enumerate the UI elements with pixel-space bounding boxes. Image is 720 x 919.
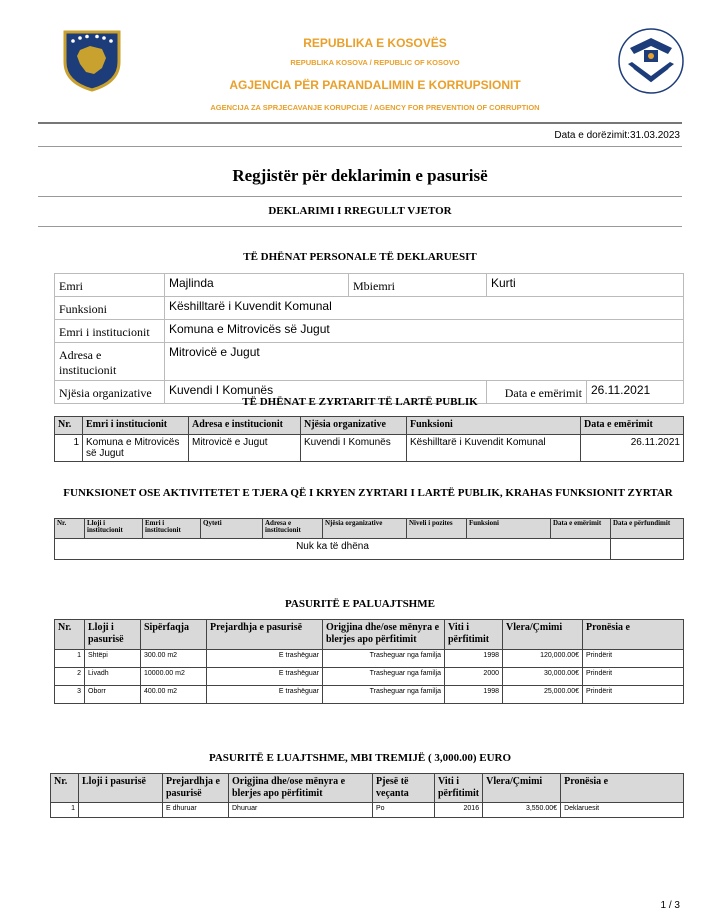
col-unit: Njësia organizative: [323, 519, 407, 539]
empty-message: Nuk ka të dhëna: [55, 539, 611, 560]
page-number: 1 / 3: [660, 900, 680, 911]
divider: [38, 146, 682, 147]
col-value: Vlera/Çmimi: [503, 620, 583, 650]
movable-assets-heading: PASURITË E LUAJTSHME, MBI TREMIJË ( 3,000.00) EURO: [208, 752, 512, 764]
col-function: Funksioni: [467, 519, 551, 539]
republic-subtitle: REPUBLIKA KOSOVA / REPUBLIC OF KOSOVO: [290, 58, 460, 67]
surname-value: Kurti: [487, 274, 684, 297]
table-row: [55, 686, 684, 704]
col-nr: Nr.: [55, 417, 83, 435]
col-level: Niveli i pozites: [407, 519, 467, 539]
divider: [38, 196, 682, 197]
other-functions-heading: FUNKSIONET OSE AKTIVITETET E TJERA QË I KRYEN ZYRTARI I LARTË PUBLIK, KRAHAS FUNKSIONIT ZYRTAR: [63, 487, 673, 499]
col-institution: Emri i institucionit: [83, 417, 189, 435]
cell: E trashëguar: [207, 686, 323, 704]
cell: E trashëguar: [207, 650, 323, 668]
agency-title: AGJENCIA PËR PARANDALIMIN E KORRUPSIONIT: [229, 78, 521, 92]
col-type: Lloji i pasurisë: [79, 774, 163, 803]
col-origin: Prejardhja e pasurisë: [207, 620, 323, 650]
cell: Prindërit: [583, 686, 684, 704]
immovable-assets-heading: PASURITË E PALUAJTSHME: [285, 598, 435, 610]
table-row: [51, 803, 684, 818]
col-year: Viti i përfitimit: [445, 620, 503, 650]
cell: E trashëguar: [207, 668, 323, 686]
col-address: Adresa e institucionit: [263, 519, 323, 539]
function-label: Funksioni: [55, 297, 165, 320]
cell: 2016: [435, 803, 483, 818]
cell: 1: [51, 803, 79, 818]
cell: Livadh: [85, 668, 141, 686]
table-row: [55, 539, 684, 560]
col-unit: Njësia organizative: [301, 417, 407, 435]
cell: Prindërit: [583, 650, 684, 668]
cell: Oborr: [85, 686, 141, 704]
cell: E dhuruar: [163, 803, 229, 818]
document-title: Regjistër për deklarimin e pasurisë: [232, 166, 488, 185]
col-type: Lloji i institucionit: [85, 519, 143, 539]
agency-emblem-logo: [616, 26, 686, 96]
institution-label: Emri i institucionit: [55, 320, 165, 343]
header-divider: [38, 122, 682, 124]
surname-label: Mbiemri: [349, 274, 487, 297]
cell: Po: [373, 803, 435, 818]
cell: Këshilltarë i Kuvendit Komunal: [407, 435, 581, 462]
address-label: Adresa e institucionit: [55, 343, 165, 381]
cell: 3,550.00€: [483, 803, 561, 818]
personal-data-heading: TË DHËNAT PERSONALE TË DEKLARUESIT: [243, 251, 477, 263]
divider: [38, 226, 682, 227]
col-address: Adresa e institucionit: [189, 417, 301, 435]
col-institution: Emri i institucionit: [143, 519, 201, 539]
other-functions-table: [54, 518, 684, 560]
name-label: Emri: [55, 274, 165, 297]
col-appointment: Data e emërimit: [581, 417, 684, 435]
cell: 1: [55, 435, 83, 462]
col-area: Sipërfaqja: [141, 620, 207, 650]
cell: Dhuruar: [229, 803, 373, 818]
movable-assets-table: [50, 773, 684, 818]
address-value: Mitrovicë e Jugut: [165, 343, 684, 381]
cell: Mitrovicë e Jugut: [189, 435, 301, 462]
col-nr: Nr.: [55, 620, 85, 650]
official-data-table: [54, 416, 684, 462]
appointment-value: 26.11.2021: [587, 381, 684, 404]
unit-label: Njësia organizative: [55, 381, 165, 404]
cell: [611, 539, 684, 560]
col-end: Data e përfundimit: [611, 519, 684, 539]
cell: Shtëpi: [85, 650, 141, 668]
col-nr: Nr.: [55, 519, 85, 539]
cell: 30,000.00€: [503, 668, 583, 686]
agency-subtitle: AGENCIJA ZA SPRJECAVANJE KORUPCIJE / AGENCY FOR PREVENTION OF CORRUPTION: [210, 103, 540, 112]
table-row: [55, 650, 684, 668]
cell: Kuvendi I Komunës: [301, 435, 407, 462]
col-value: Vlera/Çmimi: [483, 774, 561, 803]
cell: 1998: [445, 650, 503, 668]
function-value: Këshilltarë i Kuvendit Komunal: [165, 297, 684, 320]
table-row: [55, 435, 684, 462]
official-data-heading: TË DHËNAT E ZYRTARIT TË LARTË PUBLIK: [242, 396, 478, 408]
cell: 26.11.2021: [581, 435, 684, 462]
cell: 2: [55, 668, 85, 686]
col-year: Viti i përfitimit: [435, 774, 483, 803]
republic-title: REPUBLIKA E KOSOVËS: [303, 36, 447, 50]
col-city: Qyteti: [201, 519, 263, 539]
cell: Prindërit: [583, 668, 684, 686]
cell: 1998: [445, 686, 503, 704]
cell: Trasheguar nga familja: [323, 650, 445, 668]
cell: 25,000.00€: [503, 686, 583, 704]
col-nr: Nr.: [51, 774, 79, 803]
table-row: [55, 668, 684, 686]
unit-value: Kuvendi I Komunës: [165, 381, 487, 404]
personal-data-table: [54, 273, 684, 404]
col-acquisition: Origjina dhe/ose mënyra e blerjes apo përfitimit: [229, 774, 373, 803]
col-function: Funksioni: [407, 417, 581, 435]
submission-date: Data e dorëzimit:31.03.2023: [554, 130, 680, 141]
document-subtitle: DEKLARIMI I RREGULLT VJETOR: [268, 205, 452, 217]
cell: 3: [55, 686, 85, 704]
cell: 300.00 m2: [141, 650, 207, 668]
cell: 2000: [445, 668, 503, 686]
cell: 1: [55, 650, 85, 668]
cell: [79, 803, 163, 818]
cell: 120,000.00€: [503, 650, 583, 668]
immovable-assets-table: [54, 619, 684, 704]
col-type: Lloji i pasurisë: [85, 620, 141, 650]
kosovo-coat-of-arms-logo: [62, 28, 122, 92]
institution-value: Komuna e Mitrovicës së Jugut: [165, 320, 684, 343]
cell: Deklaruesit: [561, 803, 684, 818]
col-owner: Pronësia e: [561, 774, 684, 803]
col-origin: Prejardhja e pasurisë: [163, 774, 229, 803]
name-value: Majlinda: [165, 274, 349, 297]
cell: Komuna e Mitrovicës së Jugut: [83, 435, 189, 462]
col-appointment: Data e emërimit: [551, 519, 611, 539]
col-special: Pjesë të veçanta: [373, 774, 435, 803]
col-owner: Pronësia e: [583, 620, 684, 650]
cell: Trasheguar nga familja: [323, 668, 445, 686]
cell: Trasheguar nga familja: [323, 686, 445, 704]
appointment-label: Data e emërimit: [487, 381, 587, 404]
cell: 10000.00 m2: [141, 668, 207, 686]
col-acquisition: Origjina dhe/ose mënyra e blerjes apo përfitimit: [323, 620, 445, 650]
cell: 400.00 m2: [141, 686, 207, 704]
